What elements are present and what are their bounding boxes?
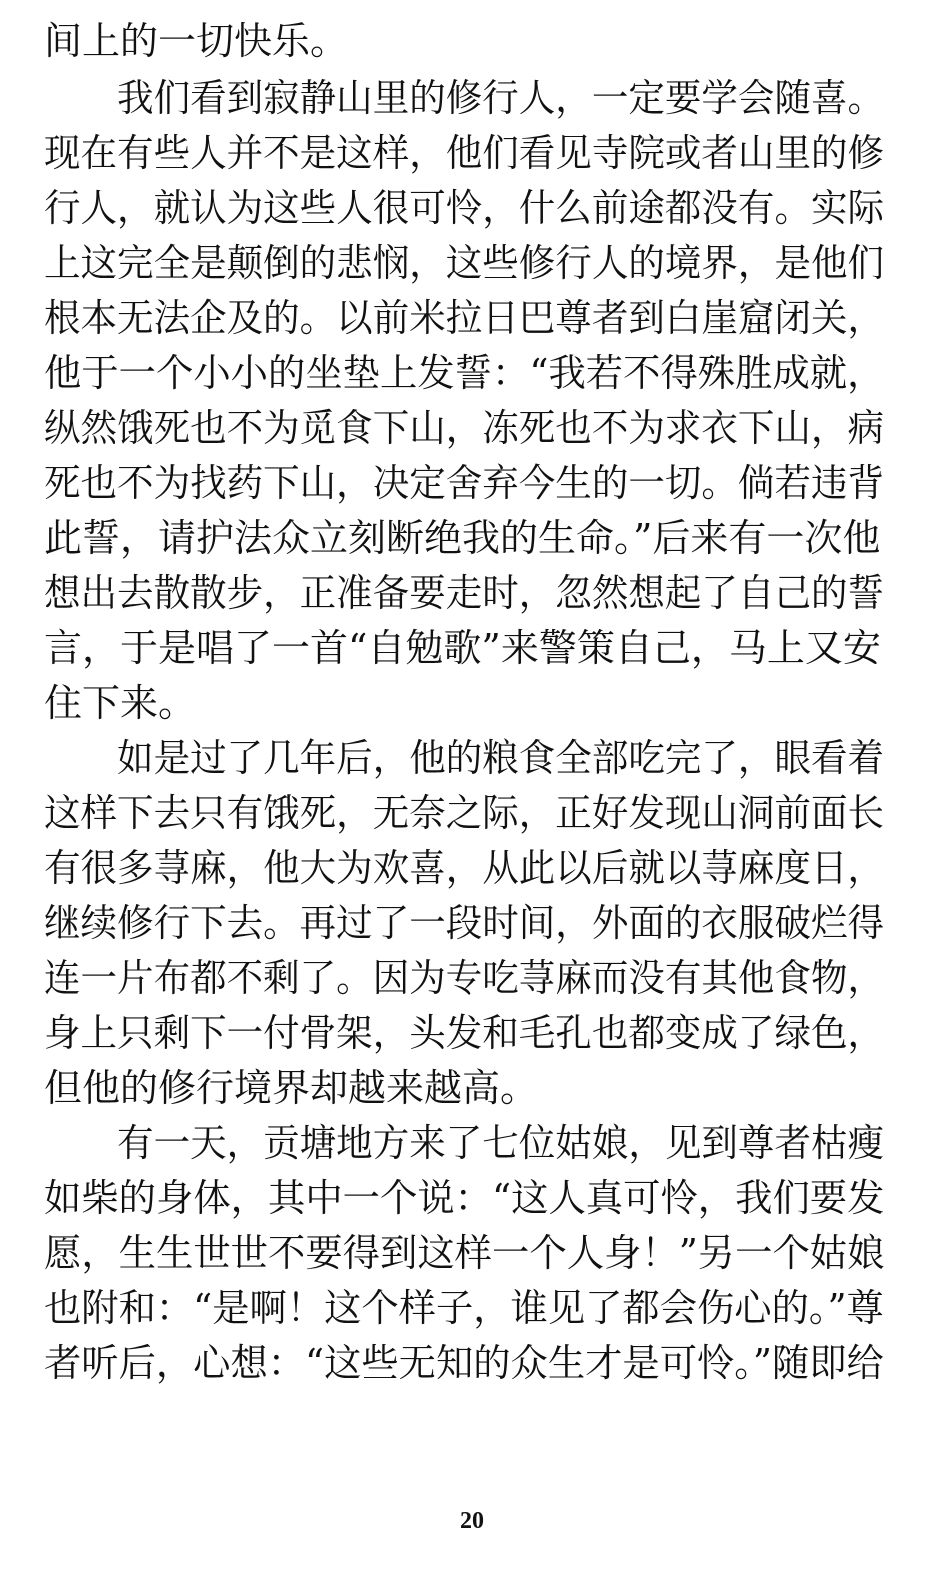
text-line: 愿，生生世世不要得到这样一个人身！”另一个姑娘 (44, 1231, 885, 1275)
text-line: 他于一个小小的坐垫上发誓：“我若不得殊胜成就， (44, 351, 885, 395)
text-line: 死也不为找药下山，决定舍弃今生的一切。倘若违背 (44, 461, 885, 505)
text-line: 间上的一切快乐。 (44, 19, 349, 63)
text-line: 住下来。 (44, 681, 197, 725)
text-line: 有一天，贡塘地方来了七位姑娘，见到尊者枯瘦 (44, 1121, 885, 1165)
text-line: 但他的修行境界却越来越高。 (44, 1066, 539, 1110)
text-line: 如是过了几年后，他的粮食全部吃完了，眼看着 (44, 736, 885, 780)
text-line: 有很多荨麻，他大为欢喜，从此以后就以荨麻度日， (44, 846, 885, 890)
text-line: 此誓，请护法众立刻断绝我的生命。”后来有一次他 (44, 516, 881, 560)
text-line: 连一片布都不剩了。因为专吃荨麻而没有其他食物， (44, 956, 885, 1000)
text-line: 现在有些人并不是这样，他们看见寺院或者山里的修 (44, 131, 885, 175)
text-line: 这样下去只有饿死，无奈之际，正好发现山洞前面长 (44, 791, 885, 835)
text-line: 身上只剩下一付骨架，头发和毛孔也都变成了绿色， (44, 1011, 885, 1055)
text-line: 想出去散散步，正准备要走时，忽然想起了自己的誓 (44, 571, 885, 615)
page-number: 20 (460, 1508, 484, 1534)
text-line: 也附和：“是啊！这个样子，谁见了都会伤心的。”尊 (44, 1286, 884, 1330)
text-line: 行人，就认为这些人很可怜，什么前途都没有。实际 (44, 186, 885, 230)
text-line: 上这完全是颠倒的悲悯，这些修行人的境界，是他们 (44, 241, 885, 285)
text-line: 我们看到寂静山里的修行人，一定要学会随喜。 (44, 76, 885, 120)
text-line: 者听后，心想：“这些无知的众生才是可怜。”随即给 (44, 1341, 884, 1385)
text-line: 纵然饿死也不为觅食下山，冻死也不为求衣下山，病 (44, 406, 885, 450)
text-line: 言，于是唱了一首“自勉歌”来警策自己，马上又安 (44, 626, 881, 670)
text-line: 根本无法企及的。以前米拉日巴尊者到白崖窟闭关， (44, 296, 885, 340)
text-line: 继续修行下去。再过了一段时间，外面的衣服破烂得 (44, 901, 885, 945)
text-line: 如柴的身体，其中一个说：“这人真可怜，我们要发 (44, 1176, 885, 1220)
